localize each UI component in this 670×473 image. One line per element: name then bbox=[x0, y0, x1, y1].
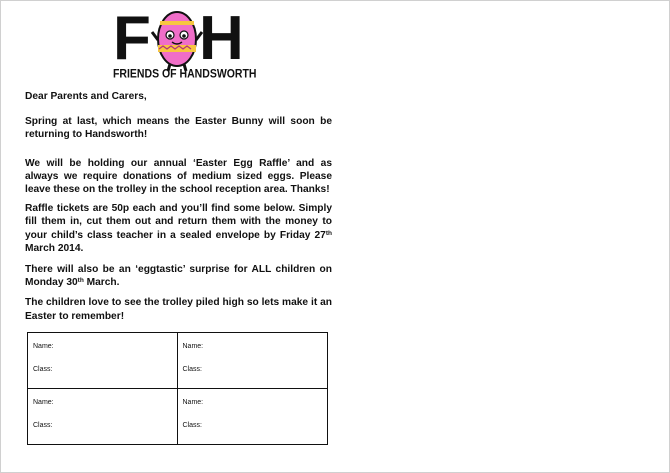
paragraph-spring: Spring at last, which means the Easter Bunny will soon be returning to Handsworth! bbox=[25, 116, 332, 141]
easter-egg-mascot-icon bbox=[150, 8, 204, 72]
class-field-label: Class: bbox=[182, 421, 202, 429]
name-field-label: Name: bbox=[182, 398, 204, 406]
raffle-ticket bbox=[178, 389, 328, 445]
raffle-ticket-grid bbox=[27, 332, 328, 445]
paragraph-surprise: There will also be an ‘eggtastic’ surprise for ALL children on Monday 30th March. bbox=[25, 264, 332, 289]
logo-caption: FRIENDS OF HANDSWORTH bbox=[113, 67, 257, 81]
name-field-label: Name: bbox=[33, 343, 54, 350]
class-field-label: Class: bbox=[33, 366, 53, 373]
foh-logo bbox=[113, 4, 257, 82]
name-field-label: Name: bbox=[182, 343, 204, 350]
class-field-label: Class: bbox=[182, 366, 202, 373]
raffle-ticket bbox=[28, 333, 178, 389]
paragraph-raffle-tickets: Raffle tickets are 50p each and you’ll find some below. Simply fill them in, cut them out and return them with the money to your child’s class teacher in a sealed envelope by Friday 27th March 2014. bbox=[25, 203, 332, 254]
logo-letter-h: H bbox=[199, 4, 243, 73]
raffle-ticket bbox=[178, 333, 328, 389]
letter-body bbox=[25, 90, 332, 323]
raffle-ticket bbox=[28, 389, 178, 445]
salutation: Dear Parents and Carers, bbox=[25, 91, 147, 102]
name-field-label: Name: bbox=[33, 398, 54, 406]
paragraph-raffle-donations: We will be holding our annual ‘Easter Egg Raffle’ and as always we require donations of medium sized eggs. Please leave these on the trolley in the school reception area. Thanks! bbox=[25, 157, 332, 196]
paragraph-closing: The children love to see the trolley piled high so lets make it an Easter to remember! bbox=[25, 297, 332, 322]
class-field-label: Class: bbox=[33, 421, 53, 429]
logo-letter-f: F bbox=[113, 4, 150, 73]
